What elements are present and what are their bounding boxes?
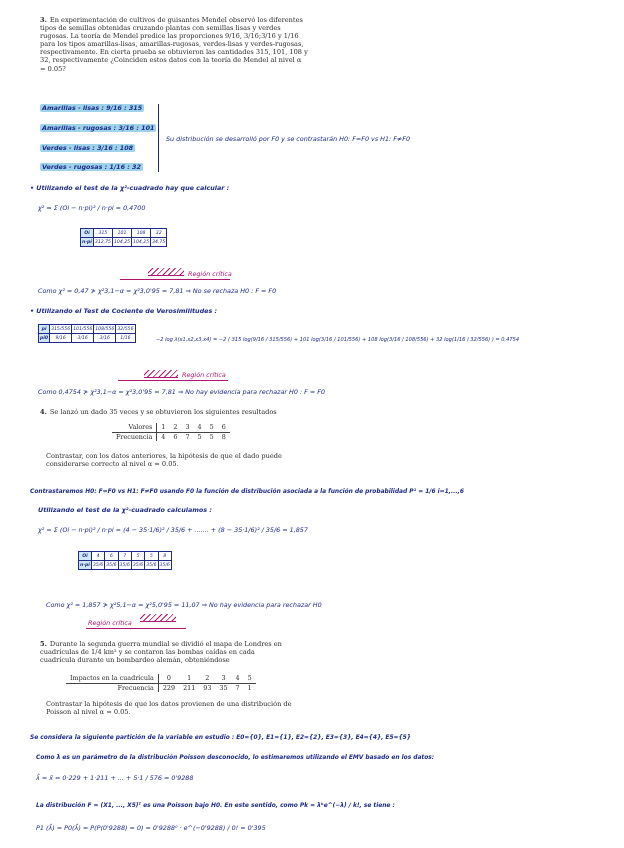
critical-region-underline (118, 380, 228, 381)
dice-table (112, 423, 230, 441)
grid-cell: pi (39, 325, 50, 334)
critical-region-hatch (148, 268, 184, 276)
table-cell: 4 (194, 423, 206, 432)
table-row-label: Frecuencia (66, 683, 158, 692)
table-cell: 5 (206, 423, 218, 432)
grid-cell: 7 (118, 552, 131, 561)
table-cell: 1 (157, 423, 170, 432)
grid-cell: 1/16 (116, 334, 135, 343)
grid-cell: n·pi (80, 562, 90, 568)
critical-region-hatch (140, 614, 176, 622)
grid-cell: 315 (93, 229, 112, 238)
grid-cell: 9/16 (50, 334, 72, 343)
brace (158, 104, 159, 172)
grid-cell: 104,25 (113, 239, 131, 245)
hw-data-line-2: Amarillas - rugosas : 3/16 : 101 (42, 124, 155, 132)
hw-lr-formula: −2 log λ(x1,x2,x3,x4) = −2 ( 315 log(9/16 / 315/556) + 101 log(3/16 / 101/556) + 108 log(3/16 / 108/556) + 32 log(1/16 / 32/556) ) = 0,4754 (156, 337, 520, 343)
grid-cell: 315/556 (51, 326, 71, 332)
critical-region-hatch (144, 370, 178, 378)
hw-chi-formula: χ² = Σ (Oi − n·pi)² / n·pi = (4 − 35·1/6)² / 35/6 + ....... + (8 − 35·1/6)² / 35/6 = 1,857 (38, 526, 308, 534)
hw-chi-heading: Utilizando el test de la χ²-cuadrado calculamos : (38, 506, 212, 514)
exercise-3-statement (40, 16, 308, 73)
exercise-5-question: Contrastar la hipótesis de que los datos provienen de una distribución de Poisson al nivel α = 0.05. (46, 700, 292, 717)
grid-cell: 5 (131, 552, 144, 561)
grid-cell: 108 (132, 229, 151, 238)
grid-cell: 6 (105, 552, 118, 561)
table-cell: 1 (247, 683, 252, 692)
table-header-label: Valores (112, 423, 157, 432)
grid-cell: Oi (81, 229, 94, 238)
grid-cell: pi0 (40, 335, 49, 341)
table-cell: 2 (199, 674, 215, 683)
grid-cell: 35/6 (92, 562, 104, 568)
table-cell: 3 (181, 423, 193, 432)
exercise-number: 4. (40, 408, 47, 416)
critical-region-label: Región crítica (88, 619, 132, 627)
hw-estimation: Como λ es un parámetro de la distribución Poisson desconocido, lo estimaremos utilizando el EMV basado en los datos: (36, 755, 435, 761)
grid-cell: 8 (158, 552, 171, 561)
critical-region-underline (120, 279, 230, 280)
exercise-number: 5. (40, 640, 47, 648)
hw-lr-conclusion: Como 0,4754 ≯ χ²3,1−α = χ²3,0'95 = 7,81 ⇒ No hay evidencia para rechazar H0 : F = F0 (38, 388, 325, 396)
hw-data-line-3: Verdes - lisas : 3/16 : 108 (42, 144, 134, 152)
table-cell: 93 (203, 683, 212, 692)
table-cell: 5 (209, 432, 214, 441)
exercise-text: Durante la segunda guerra mundial se dividió el mapa de Londres en cuadrículas de 1/4 km² y se contaron las bombas caídas en cada cuadrícula durante un bombardeo alemán, obteniéndose (40, 640, 282, 665)
hw-lambda: λ̂ = x̄ = 0·229 + 1·211 + ... + 5·1 / 576 = 0'9288 (36, 774, 194, 782)
table-cell: 7 (235, 683, 240, 692)
grid-cell: 35/6 (132, 562, 144, 568)
table-cell: 4 (161, 432, 166, 441)
hw-lr-heading: • Utilizando el Test de Cociente de Verosimilitudes : (30, 307, 218, 315)
table-cell: 4 (232, 674, 244, 683)
grid-cell: 3/16 (72, 334, 94, 343)
grid-cell: 101/556 (73, 326, 93, 332)
grid-cell: 35/6 (119, 562, 130, 568)
table-cell: 35 (219, 683, 228, 692)
hw-probability: P1 (λ̂) = P0(λ̂) = P(P(0'9288) = 0) = 0'9288⁰ · e^(−0'9288) / 0! = 0'395 (36, 824, 266, 832)
hw-partition: Se considera la siguiente partición de la variable en estudio : E0={0}, E1={1}, E2={2}, E3={3}, E4={4}, E5={5} (30, 735, 411, 741)
table-cell: 3 (215, 674, 231, 683)
hw-poisson: La distribución F = (X1, ..., X5)ᵀ es una Poisson bajo H0. En este sentido, como Pk = λᵏe^(−λ) / k!, se tiene : (36, 803, 395, 809)
table-cell: 8 (221, 432, 226, 441)
exercise-4-question: Contrastar, con los datos anteriores, la hipótesis de que el dado puede considerarse correcto al nivel α = 0.05. (46, 452, 282, 469)
table-cell: 2 (169, 423, 181, 432)
table-header-label: Impactos en la cuadrícula (66, 674, 158, 683)
table-cell: 6 (218, 423, 230, 432)
table-cell: 0 (158, 674, 179, 683)
hw-contrast: Contrastaremos H0: F=F0 vs H1: F≠F0 usando F0 la función de distribución asociada a la función de probabilidad P¹ = 1/6 i=1,...,6 (30, 489, 464, 495)
grid-cell: 32/556 (117, 326, 134, 332)
grid-cell: Oi (79, 552, 92, 561)
grid-cell: 32 (151, 229, 167, 238)
grid-cell: n·pi (82, 239, 92, 245)
grid-cell: 3/16 (94, 334, 116, 343)
grid-cell: 108/556 (95, 326, 115, 332)
table-cell: 6 (173, 432, 178, 441)
grid-cell: 35/6 (159, 562, 170, 568)
bombs-table (66, 674, 256, 692)
critical-region-underline (86, 628, 186, 629)
table-cell: 5 (244, 674, 256, 683)
dice-grid (78, 551, 172, 570)
hw-hypothesis: Su distribución se desarrolló por F0 y se contrastarán H0: F=F0 vs H1: F≠F0 (166, 135, 411, 143)
hw-chi-heading: • Utilizando el test de la χ²-cuadrado hay que calcular : (30, 184, 230, 192)
grid-cell: 35/6 (146, 562, 157, 568)
grid-cell: 104,25 (133, 239, 150, 245)
grid-cell: 101 (112, 229, 131, 238)
table-row-label: Frecuencia (112, 432, 157, 441)
grid-cell: 4 (91, 552, 104, 561)
exercise-text: En experimentación de cultivos de guisantes Mendel observó los diferentes tipos de semillas obtenidas cruzando plantas con semillas lisas y verdes rugosas. La teoría de Mendel predice las proporciones 9/16, 3/16;3/16 y 1/16 para los tipos amarillas-lisas, amarillas-rugosas, verdes-lisas y verdes-rugosas, respectivamente. En cierta prueba se obtuvieron las cantidades 315, 101, 108 y 32, respectivamente ¿Coinciden estos datos con la teoría de Mendel al nivel α = 0.05? (40, 16, 308, 73)
table-cell: 211 (183, 683, 196, 692)
grid-cell: 312,75 (94, 239, 111, 245)
critical-region-label: Región crítica (182, 371, 226, 379)
table-cell: 1 (179, 674, 199, 683)
exercise-text: Se lanzó un dado 35 veces y se obtuvieron los siguientes resultados (49, 408, 277, 416)
hw-chi-formula: χ² = Σ (Oi − n·pi)² / n·pi = 0,4700 (38, 204, 146, 212)
table-cell: 5 (197, 432, 202, 441)
table-cell: 229 (162, 683, 176, 692)
exercise-number: 3. (40, 16, 47, 24)
hw-data-line-4: Verdes - rugosas : 1/16 : 32 (42, 163, 141, 171)
grid-cell: 5 (145, 552, 158, 561)
grid-cell: 34,75 (152, 239, 166, 245)
table-cell: 7 (185, 432, 190, 441)
exercise-4-statement (40, 408, 320, 416)
hw-data-line-1: Amarillas - lisas : 9/16 : 315 (42, 104, 143, 112)
critical-region-label: Región crítica (188, 270, 232, 278)
hw-chi-conclusion: Como χ² = 0,47 ≯ χ²3,1−α = χ²3,0'95 = 7,81 ⇒ No se rechaza H0 : F = F0 (38, 287, 277, 295)
chi-grid (80, 228, 167, 247)
exercise-5-statement (40, 640, 290, 664)
grid-cell: 35/6 (106, 562, 117, 568)
lr-grid (38, 324, 136, 343)
hw-conclusion: Como χ² = 1,857 ≯ χ²5,1−α = χ²5,0'95 = 11,07 ⇒ No hay evidencia para rechazar H0 (46, 601, 322, 609)
